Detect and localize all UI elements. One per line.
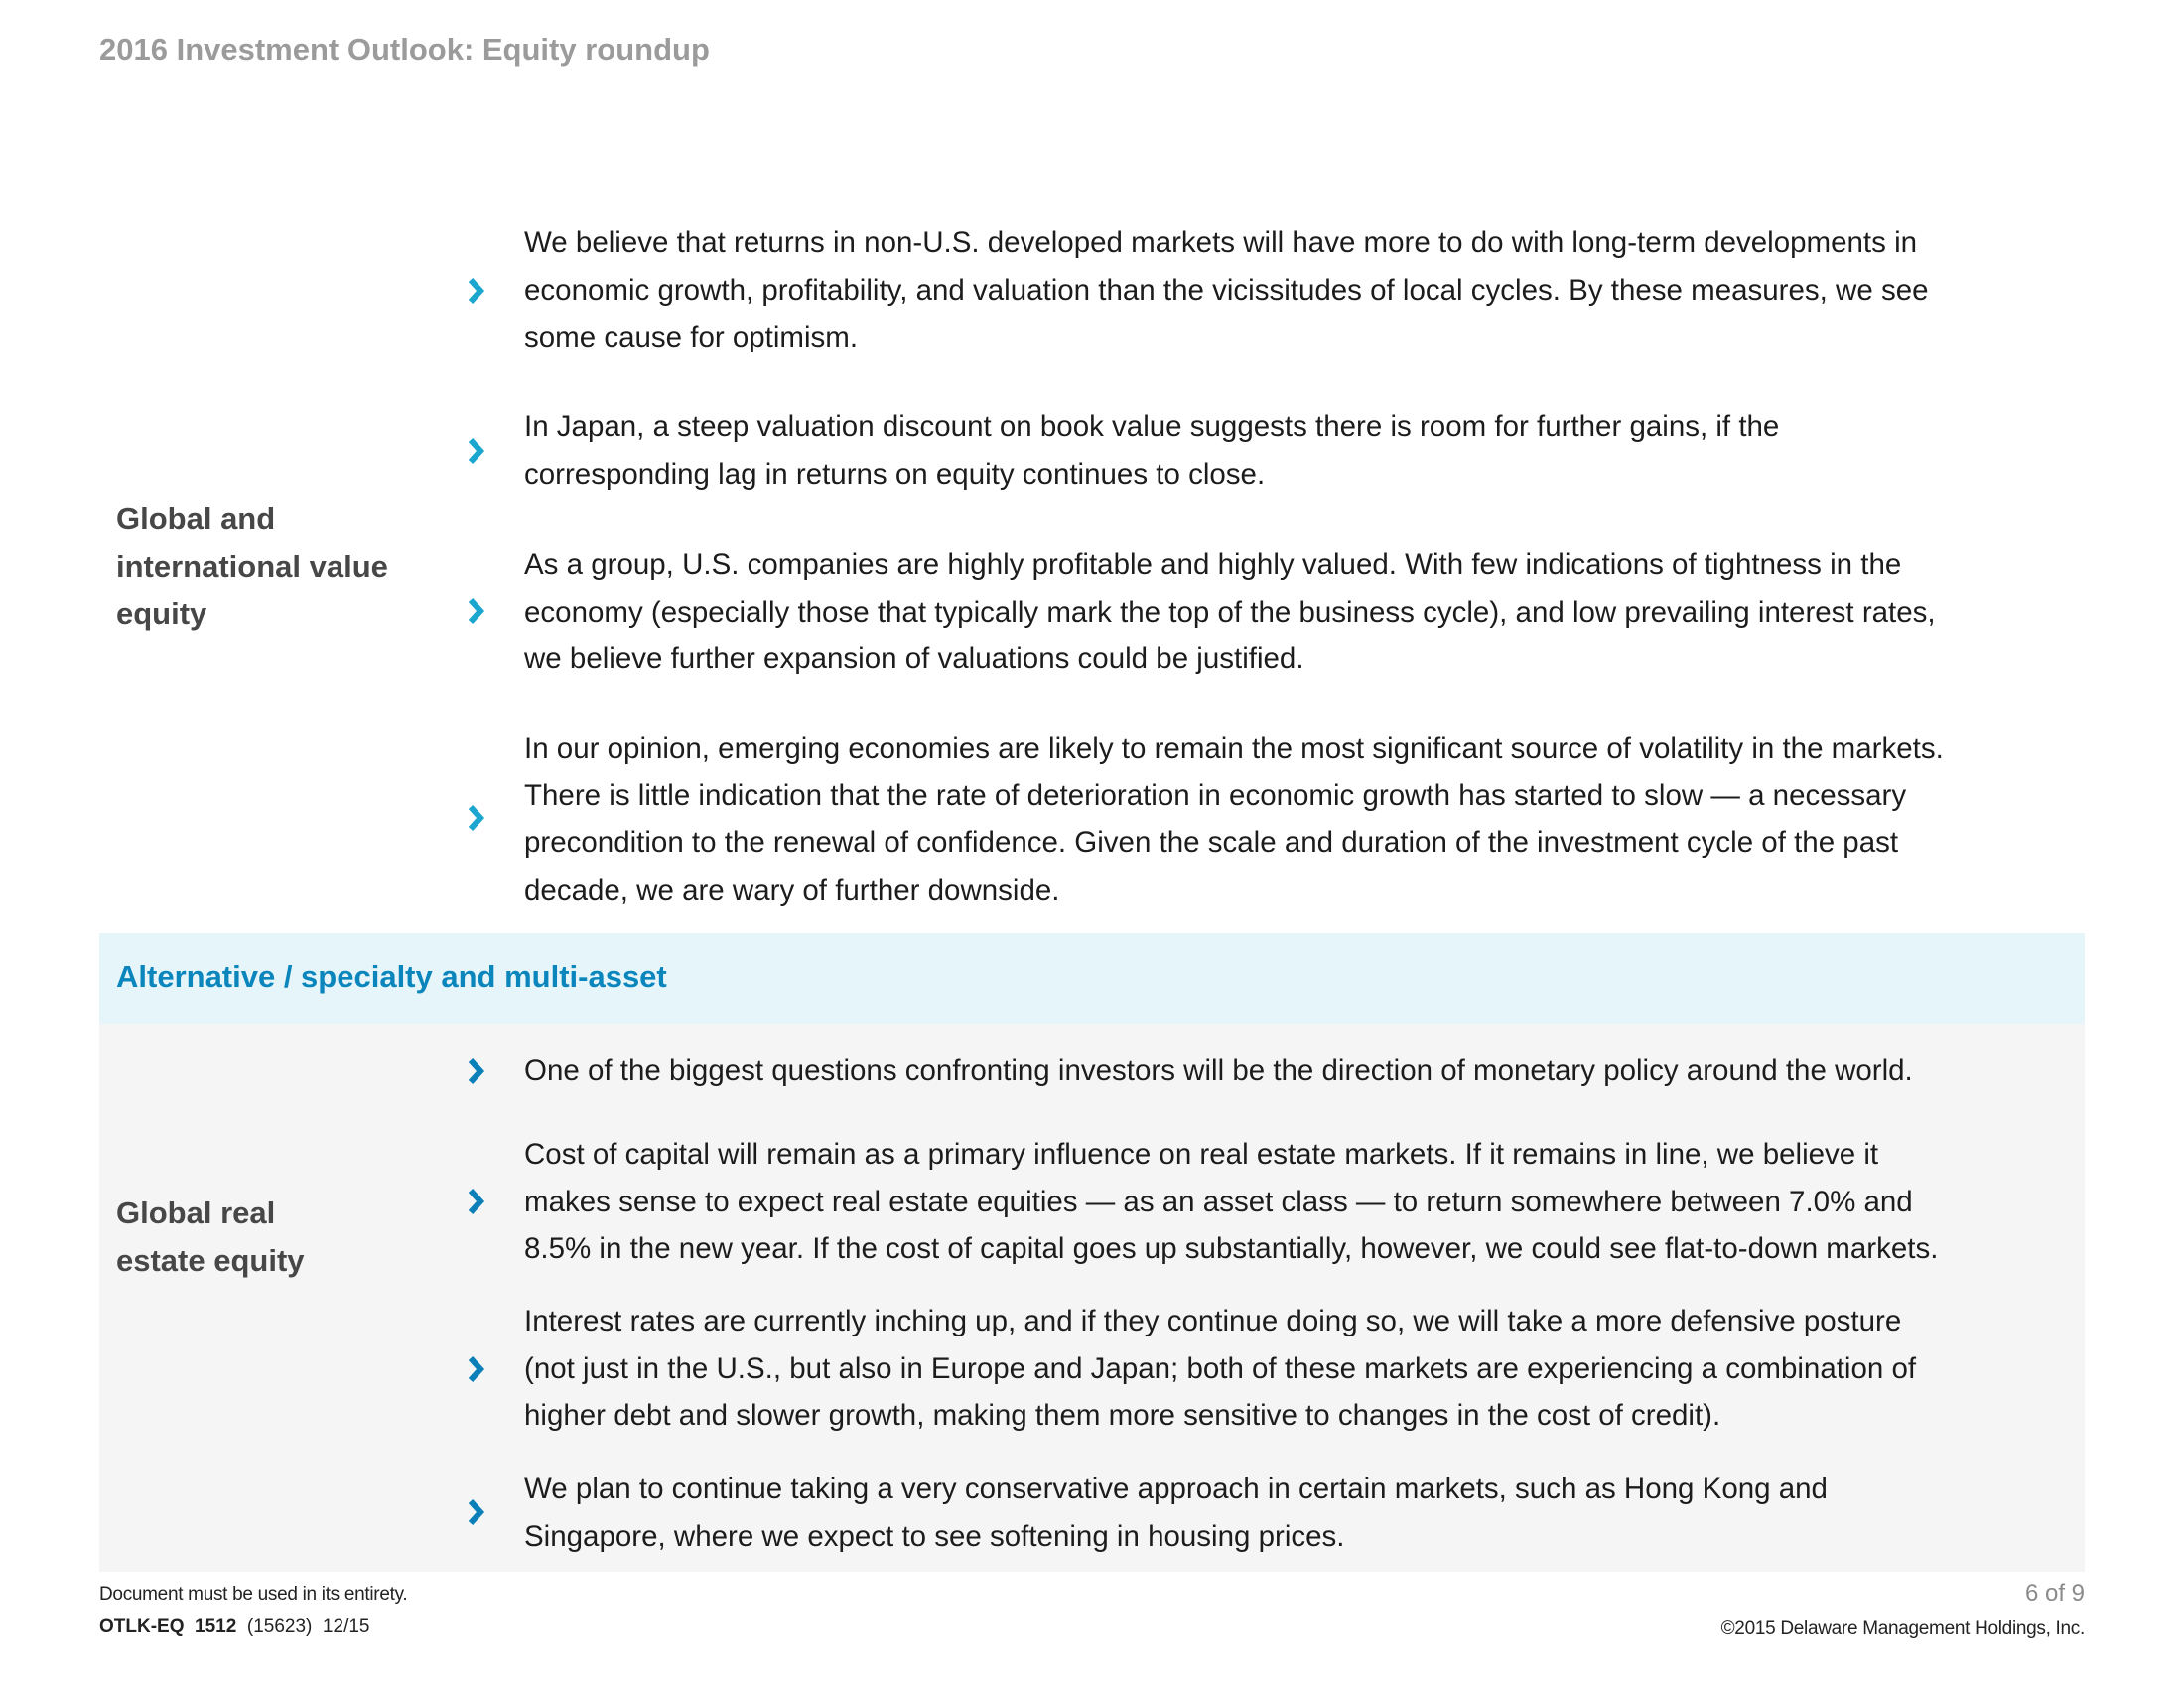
paragraph-line: economic growth, profitability, and valuation than the vicissitudes of local cycles. By these measures, we see bbox=[524, 273, 1929, 307]
chevron-right-icon bbox=[466, 1495, 487, 1529]
footer-code-detail: (15623) 12/15 bbox=[246, 1617, 370, 1637]
chevron-right-icon bbox=[466, 1185, 487, 1218]
bullet-paragraph bbox=[524, 725, 2083, 914]
page-number: 6 of 9 bbox=[2024, 1580, 2085, 1607]
paragraph-line: There is little indication that the rate of deterioration in economic growth has started to slow — a necessary bbox=[524, 778, 1907, 812]
chevron-right-icon bbox=[466, 434, 487, 468]
paragraph-line: higher debt and slower growth, making them more sensitive to changes in the cost of credit). bbox=[524, 1399, 1721, 1432]
paragraph-line: We plan to continue taking a very conservative approach in certain markets, such as Hong Kong and bbox=[524, 1473, 1828, 1505]
chevron-right-icon bbox=[466, 1055, 487, 1088]
paragraph-line: In Japan, a steep valuation discount on book value suggests there is room for further gains, if the bbox=[524, 410, 1780, 443]
bullet-paragraph bbox=[524, 403, 2083, 497]
footer-document-code bbox=[99, 1617, 369, 1638]
bullet-paragraph bbox=[524, 1131, 2083, 1273]
paragraph-line: makes sense to expect real estate equities — as an asset class — to return somewhere between 7.0% and bbox=[524, 1185, 1913, 1218]
paragraph-line: we believe further expansion of valuations could be justified. bbox=[524, 642, 1304, 675]
paragraph-line: Interest rates are currently inching up, and if they continue doing so, we will take a more defensive posture bbox=[524, 1305, 1902, 1337]
section-label-global-real-estate-equity bbox=[116, 1190, 305, 1284]
paragraph-line: (not just in the U.S., but also in Europe and Japan; both of these markets are experiencing a combination of bbox=[524, 1351, 1917, 1385]
bullet-paragraph bbox=[524, 219, 2083, 361]
paragraph-line: some cause for optimism. bbox=[524, 321, 859, 353]
paragraph-line: One of the biggest questions confronting investors will be the direction of monetary policy around the world. bbox=[524, 1055, 1913, 1087]
paragraph-line: precondition to the renewal of confidence. Given the scale and duration of the investment cycle of the past bbox=[524, 826, 1899, 859]
document-title: 2016 Investment Outlook: Equity roundup bbox=[99, 32, 710, 67]
paragraph-line: Singapore, where we expect to see softening in housing prices. bbox=[524, 1519, 1345, 1553]
paragraph-line: As a group, U.S. companies are highly profitable and highly valued. With few indications of tightness in the bbox=[524, 548, 1902, 581]
paragraph-line: In our opinion, emerging economies are likely to remain the most significant source of volatility in the markets. bbox=[524, 732, 1944, 765]
footer-copyright: ©2015 Delaware Management Holdings, Inc. bbox=[1720, 1618, 2085, 1639]
paragraph-line: Cost of capital will remain as a primary influence on real estate markets. If it remains in line, we believe it bbox=[524, 1138, 1879, 1171]
chevron-right-icon bbox=[466, 1352, 487, 1386]
paragraph-line: decade, we are wary of further downside. bbox=[524, 873, 1060, 907]
footer-code-id: OTLK-EQ 1512 bbox=[99, 1617, 237, 1637]
bullet-paragraph bbox=[524, 1466, 2083, 1560]
bullet-paragraph bbox=[524, 1048, 2083, 1095]
section-header-title: Alternative / specialty and multi-asset bbox=[116, 959, 667, 994]
chevron-right-icon bbox=[466, 594, 487, 628]
label-line: equity bbox=[116, 596, 207, 631]
label-line: Global real bbox=[116, 1196, 276, 1230]
paragraph-line: economy (especially those that typically mark the top of the business cycle), and low prevailing interest rates, bbox=[524, 595, 1936, 629]
chevron-right-icon bbox=[466, 801, 487, 835]
paragraph-line: We believe that returns in non-U.S. developed markets will have more to do with long-term developments in bbox=[524, 226, 1918, 259]
label-line: international value bbox=[116, 548, 388, 584]
paragraph-line: 8.5% in the new year. If the cost of capital goes up substantially, however, we could see flat-to-down markets. bbox=[524, 1232, 1939, 1265]
bullet-paragraph bbox=[524, 1298, 2083, 1440]
footer-usage-note: Document must be used in its entirety. bbox=[99, 1584, 408, 1605]
paragraph-line: corresponding lag in returns on equity continues to close. bbox=[524, 457, 1266, 491]
section-header-band bbox=[99, 933, 2085, 1024]
label-line: Global and bbox=[116, 501, 276, 536]
chevron-right-icon bbox=[466, 274, 487, 308]
bullet-paragraph bbox=[524, 541, 2083, 683]
label-line: estate equity bbox=[116, 1242, 305, 1278]
section-label-global-international-value-equity bbox=[116, 495, 388, 637]
